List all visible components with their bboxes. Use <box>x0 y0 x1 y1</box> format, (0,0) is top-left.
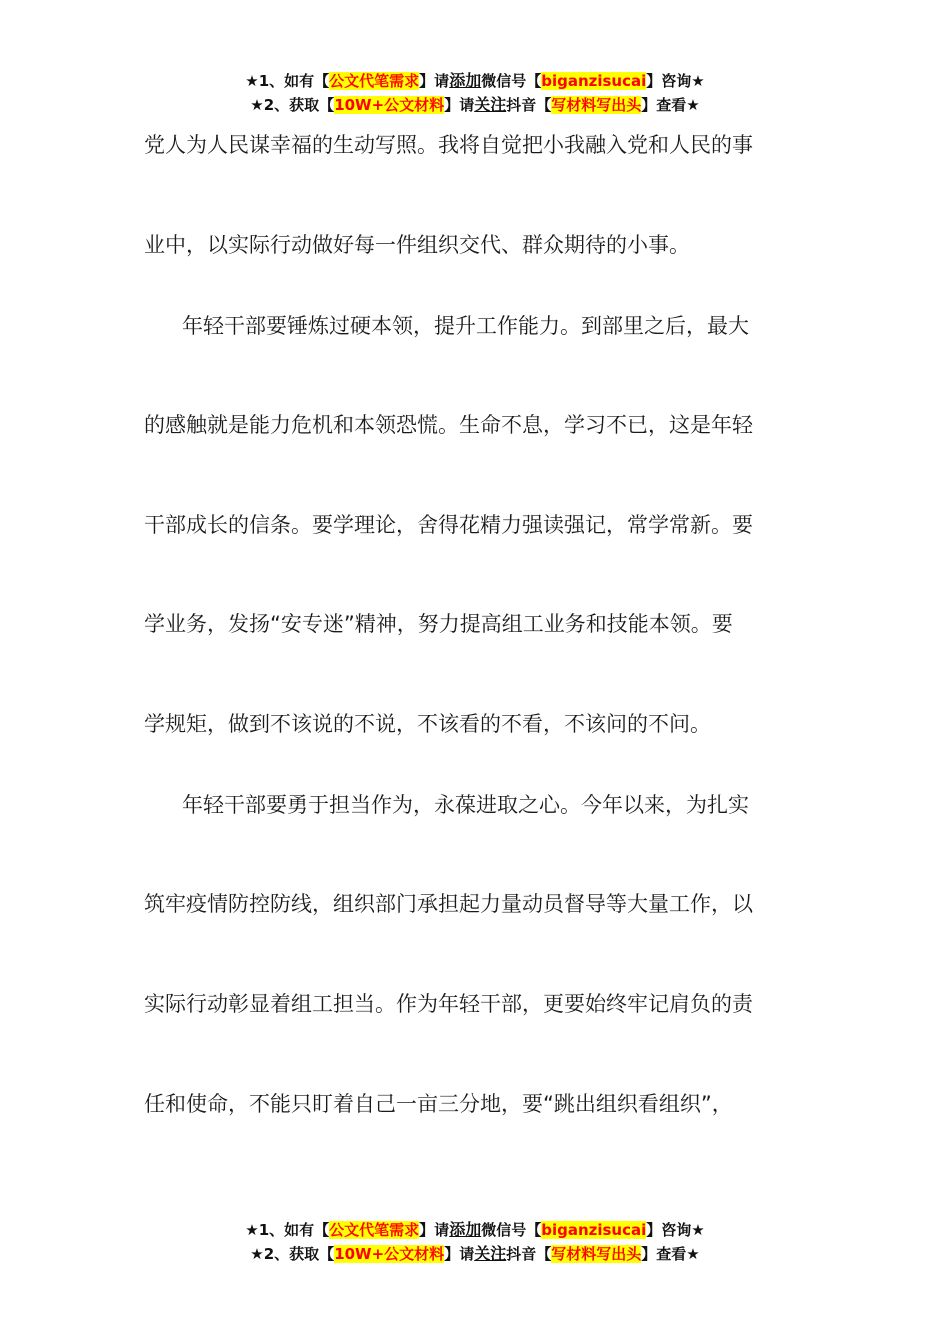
body-line-10: 实际行动彰显着组工担当。作为年轻干部，更要始终牢记肩负的责 <box>144 992 753 1016</box>
body-line-8: 年轻干部要勇于担当作为，永葆进取之心。今年以来，为扎实 <box>182 793 749 817</box>
footer-banner-line-1 <box>0 1218 950 1242</box>
body-line-6: 学业务，发扬“安专迷”精神，努力提高组工业务和技能本领。要 <box>144 612 733 636</box>
body-line-9: 筑牢疫情防控防线，组织部门承担起力量动员督导等大量工作，以 <box>144 892 753 916</box>
header-banner <box>0 69 950 117</box>
footer-line-2-suffix: 】查看★ <box>641 1245 700 1263</box>
body-line-1: 党人为人民谋幸福的生动写照。我将自觉把小我融入党和人民的事 <box>144 133 753 157</box>
footer-line-2-underline: 关注 <box>474 1244 507 1263</box>
footer-line-2-highlight-douyin: 写材料写出头 <box>551 1245 642 1263</box>
footer-banner-line-2 <box>0 1242 950 1266</box>
footer-line-2-prefix: ★2、获取【 <box>250 1245 335 1263</box>
body-line-11: 任和使命，不能只盯着自己一亩三分地，要“跳出组织看组织”， <box>144 1092 733 1116</box>
banner-line-1 <box>0 69 950 93</box>
footer-line-1-suffix: 】咨询★ <box>646 1221 705 1239</box>
footer-line-2-mid2: 抖音【 <box>506 1245 552 1263</box>
body-line-4: 的感触就是能力危机和本领恐慌。生命不息，学习不已，这是年轻 <box>144 413 753 437</box>
banner-line-1-suffix: 】咨询★ <box>646 72 705 90</box>
footer-line-1-mid2: 微信号【 <box>481 1221 542 1239</box>
body-line-5: 干部成长的信条。要学理论，舍得花精力强读强记，常学常新。要 <box>144 513 753 537</box>
banner-line-2-highlight-douyin: 写材料写出头 <box>551 96 642 114</box>
footer-banner <box>0 1218 950 1266</box>
banner-line-1-mid2: 微信号【 <box>481 72 542 90</box>
body-line-3: 年轻干部要锤炼过硬本领，提升工作能力。到部里之后，最大 <box>182 314 749 338</box>
footer-line-1-highlight-wechat: biganzisucai <box>541 1221 647 1239</box>
footer-line-1-prefix: ★1、如有【 <box>245 1221 330 1239</box>
banner-line-1-mid: 】请 <box>419 72 450 90</box>
footer-line-2-highlight-materials: 10W+公文材料 <box>334 1245 445 1263</box>
body-line-2: 业中，以实际行动做好每一件组织交代、群众期待的小事。 <box>144 233 690 257</box>
banner-line-2-mid2: 抖音【 <box>506 96 552 114</box>
banner-line-2-prefix: ★2、获取【 <box>250 96 335 114</box>
banner-line-2-mid: 】请 <box>444 96 475 114</box>
body-line-7: 学规矩，做到不该说的不说，不该看的不看，不该问的不问。 <box>144 712 711 736</box>
banner-line-1-highlight-service: 公文代笔需求 <box>329 72 420 90</box>
footer-line-2-mid: 】请 <box>444 1245 475 1263</box>
banner-line-1-highlight-wechat: biganzisucai <box>541 72 647 90</box>
banner-line-1-underline: 添加 <box>449 71 482 90</box>
banner-line-2 <box>0 93 950 117</box>
banner-line-2-highlight-materials: 10W+公文材料 <box>334 96 445 114</box>
footer-line-1-mid: 】请 <box>419 1221 450 1239</box>
banner-line-2-suffix: 】查看★ <box>641 96 700 114</box>
footer-line-1-highlight-service: 公文代笔需求 <box>329 1221 420 1239</box>
banner-line-2-underline: 关注 <box>474 95 507 114</box>
footer-line-1-underline: 添加 <box>449 1220 482 1239</box>
banner-line-1-prefix: ★1、如有【 <box>245 72 330 90</box>
